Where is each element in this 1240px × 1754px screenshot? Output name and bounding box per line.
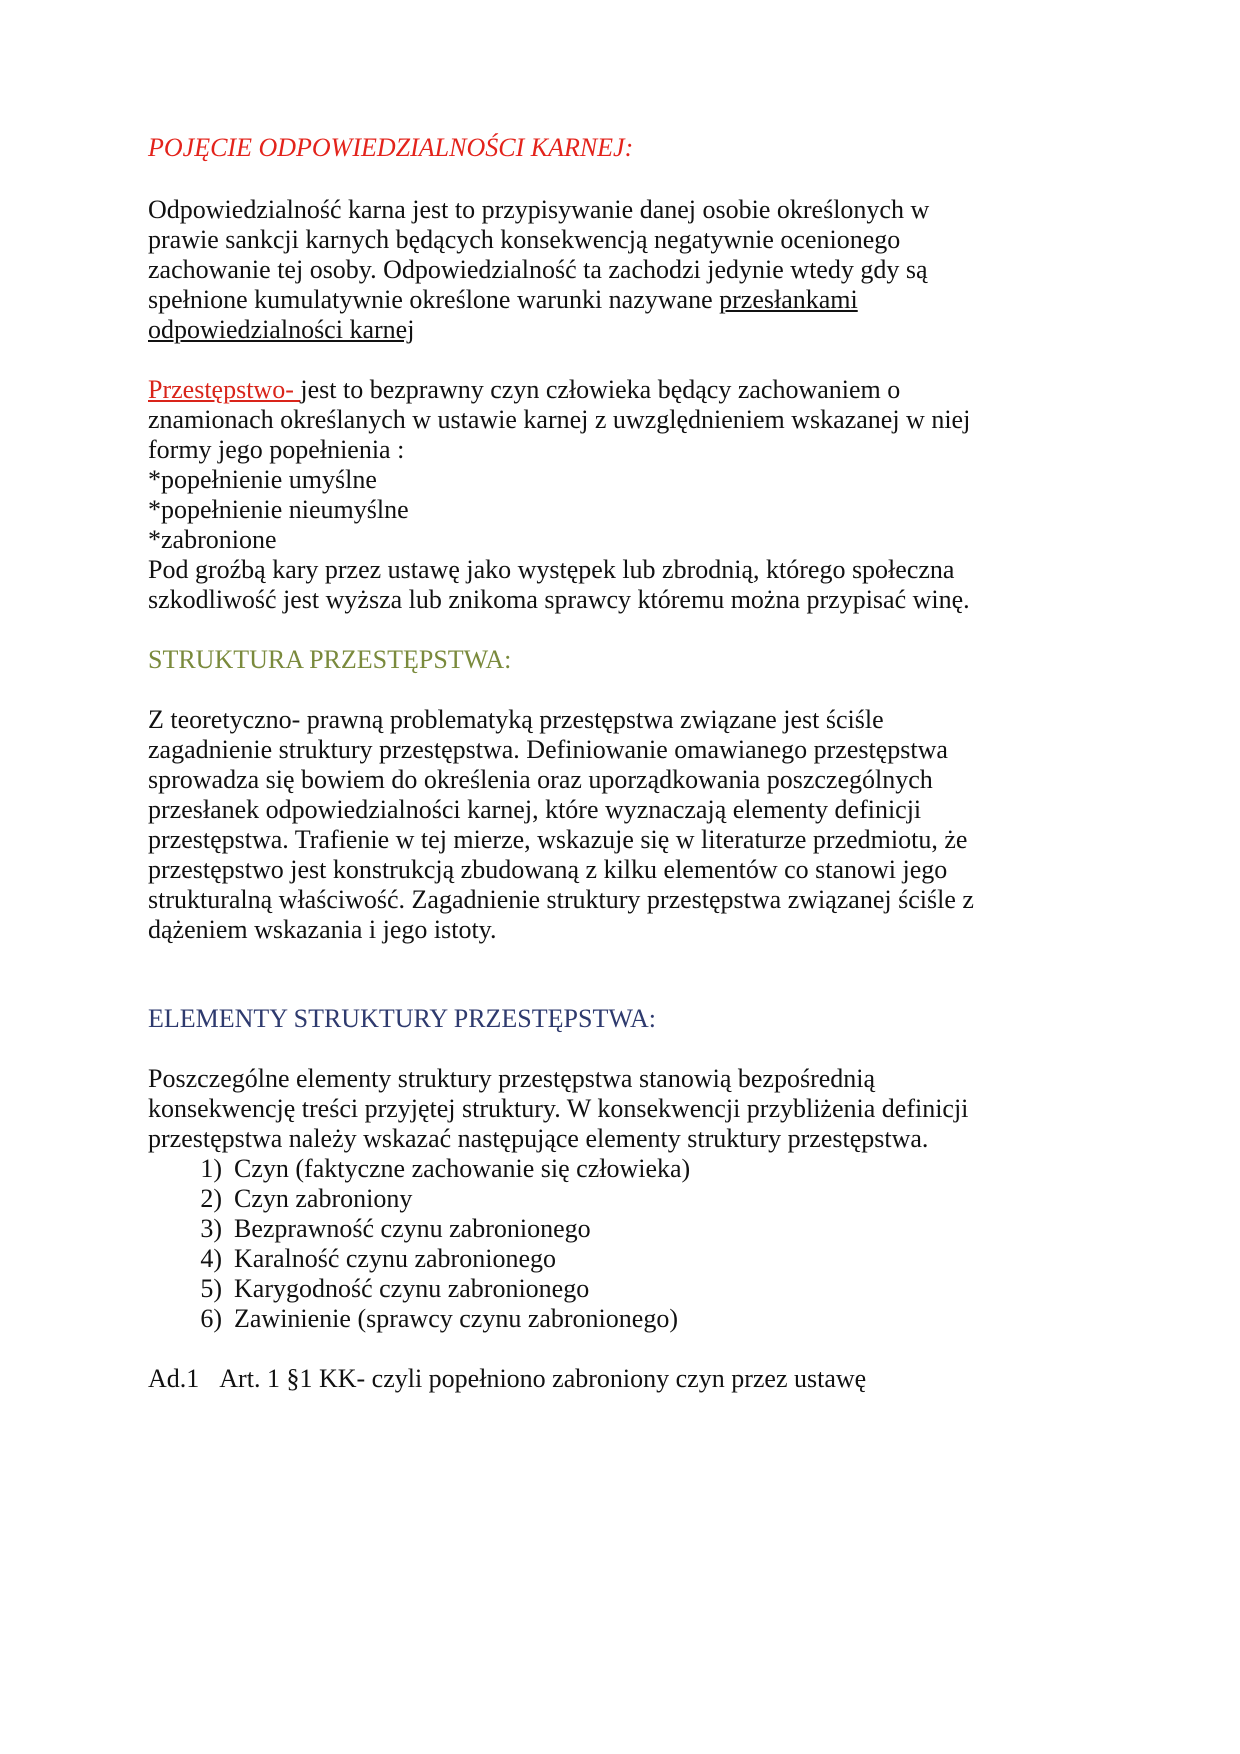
paragraph-line: zagadnienie struktury przestępstwa. Definiowanie omawianego przestępstwa <box>148 735 948 764</box>
paragraph-line: Odpowiedzialność karna jest to przypisywanie danej osobie określonych w <box>148 195 930 224</box>
paragraph-line: dążeniem wskazania i jego istoty. <box>148 915 497 944</box>
definition-term: Przestępstwo- <box>148 375 301 404</box>
list-text: Czyn (faktyczne zachowanie się człowieka) <box>234 1154 691 1183</box>
list-item <box>184 1272 589 1305</box>
list-number: 5) <box>200 1274 222 1303</box>
ad-label: Ad.1 <box>148 1364 200 1393</box>
paragraph-line: przesłanek odpowiedzialności karnej, które wyznaczają elementy definicji <box>148 795 922 824</box>
bullet-item: *popełnienie umyślne <box>148 465 377 494</box>
ad-line <box>148 1362 866 1395</box>
definition-line: szkodliwość jest wyższa lub znikoma sprawcy któremu można przypisać winę. <box>148 585 970 614</box>
paragraph-line: przestępstwo jest konstrukcją zbudowaną z kilku elementów co stanowi jego <box>148 855 948 884</box>
definition-line <box>148 373 900 406</box>
list-item <box>184 1152 690 1185</box>
list-text: Zawinienie (sprawcy czynu zabronionego) <box>234 1304 678 1333</box>
paragraph-line: sprowadza się bowiem do określenia oraz uporządkowania poszczególnych <box>148 765 933 794</box>
list-text: Bezprawność czynu zabronionego <box>234 1214 591 1243</box>
section-title-pojecie: POJĘCIE ODPOWIEDZIALNOŚCI KARNEJ: <box>148 133 634 162</box>
paragraph-line: Z teoretyczno- prawną problematyką przestępstwa związane jest ściśle <box>148 705 884 734</box>
list-number: 1) <box>200 1154 222 1183</box>
list-number: 6) <box>200 1304 222 1333</box>
definition-line: formy jego popełnienia : <box>148 435 405 464</box>
definition-line: Pod groźbą kary przez ustawę jako występek lub zbrodnią, którego społeczna <box>148 555 955 584</box>
list-number: 4) <box>200 1244 222 1273</box>
section-title-struktura: STRUKTURA PRZESTĘPSTWA: <box>148 645 512 674</box>
list-text: Czyn zabroniony <box>234 1184 413 1213</box>
list-text: Karalność czynu zabronionego <box>234 1244 556 1273</box>
list-number: 2) <box>200 1184 222 1213</box>
paragraph-line: strukturalną właściwość. Zagadnienie struktury przestępstwa związanej ściśle z <box>148 885 974 914</box>
paragraph-line: konsekwencję treści przyjętej struktury. W konsekwencji przybliżenia definicji <box>148 1094 969 1123</box>
list-item <box>184 1302 678 1335</box>
paragraph-line: przestępstwa. Trafienie w tej mierze, wskazuje się w literaturze przedmiotu, że <box>148 825 968 854</box>
list-number: 3) <box>200 1214 222 1243</box>
list-item <box>184 1242 556 1275</box>
paragraph-line: prawie sankcji karnych będących konsekwencją negatywnie ocenionego <box>148 225 901 254</box>
bullet-item: *zabronione <box>148 525 277 554</box>
paragraph-line <box>148 283 858 316</box>
section-title-elementy: ELEMENTY STRUKTURY PRZESTĘPSTWA: <box>148 1004 656 1033</box>
paragraph-text: spełnione kumulatywnie określone warunki nazywane <box>148 285 720 314</box>
paragraph-line: przestępstwa należy wskazać następujące elementy struktury przestępstwa. <box>148 1124 929 1153</box>
list-item <box>184 1212 591 1245</box>
paragraph-line: zachowanie tej osoby. Odpowiedzialność ta zachodzi jedynie wtedy gdy są <box>148 255 928 284</box>
ad-text: Art. 1 §1 KK- czyli popełniono zabroniony czyn przez ustawę <box>219 1364 867 1393</box>
paragraph-line: Poszczególne elementy struktury przestępstwa stanowią bezpośrednią <box>148 1064 876 1093</box>
underlined-term-continued: odpowiedzialności karnej <box>148 315 415 344</box>
bullet-item: *popełnienie nieumyślne <box>148 495 409 524</box>
list-item <box>184 1182 412 1215</box>
underlined-term: przesłankami <box>719 285 858 314</box>
definition-text: jest to bezprawny czyn człowieka będący zachowaniem o <box>300 375 901 404</box>
definition-line: znamionach określanych w ustawie karnej z uwzględnieniem wskazanej w niej <box>148 405 971 434</box>
list-text: Karygodność czynu zabronionego <box>234 1274 590 1303</box>
